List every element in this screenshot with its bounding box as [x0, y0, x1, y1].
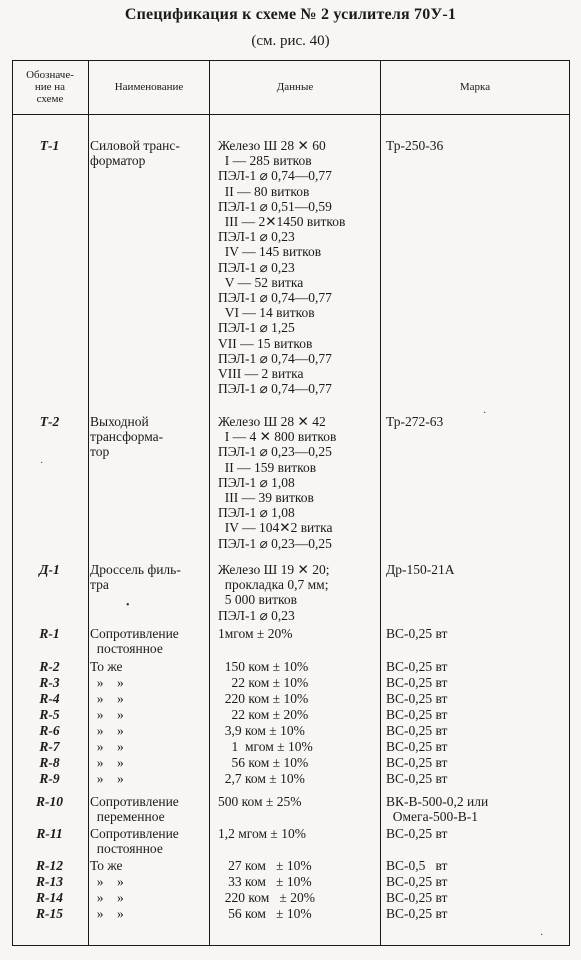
row-data: 1 мгом ± 10%	[218, 739, 313, 754]
header-designation	[12, 60, 88, 114]
scan-speck: ·	[40, 458, 44, 469]
row-designation: R-15	[36, 906, 63, 921]
row-designation: R-2	[39, 659, 60, 674]
row-name: Выходной трансформа- тор	[90, 414, 164, 460]
row-data: 1мгом ± 20%	[218, 626, 293, 641]
row-mark: ВС-0,25 вт	[386, 626, 448, 641]
row-data: 27 ком ± 10%	[218, 858, 312, 873]
row-name: » »	[90, 707, 124, 722]
col-border-1	[88, 60, 89, 945]
row-name: Сопротивление постоянное	[90, 626, 179, 657]
col-border-2	[209, 60, 210, 945]
spec-table	[12, 60, 570, 946]
row-mark: ВС-0,25 вт	[386, 707, 448, 722]
row-name: То же	[90, 858, 123, 873]
row-data: 500 ком ± 25%	[218, 794, 302, 809]
row-designation: Д-1	[39, 562, 60, 577]
row-data: 220 ком ± 10%	[218, 691, 309, 706]
row-designation: R-4	[39, 691, 60, 706]
row-name: Сопротивление постоянное	[90, 826, 179, 857]
row-name: То же	[90, 659, 123, 674]
row-designation: R-14	[36, 890, 63, 905]
row-designation: R-5	[39, 707, 60, 722]
row-data: 3,9 ком ± 10%	[218, 723, 305, 738]
row-designation: R-6	[39, 723, 60, 738]
row-data: Железо Ш 28 ✕ 60 I — 285 витков ПЭЛ-1 ⌀ 0,74—0,77 II — 80 витков ПЭЛ-1 ⌀ 0,51—0,59 III — 2✕1450 витков ПЭЛ-1 ⌀ 0,23 IV — 145 витков ПЭЛ-1 ⌀ 0,23 V — 52 витка ПЭЛ-1 ⌀ 0,74—0,77 VI — 14 витков ПЭЛ-1 ⌀ 1,25 VII — 15 витков ПЭЛ-1 ⌀ 0,74—0,77 VIII — 2 витка ПЭЛ-1 ⌀ 0,74—0,77	[218, 138, 346, 397]
row-mark: ВС-0,25 вт	[386, 890, 448, 905]
header-data	[210, 60, 380, 114]
row-data: Железо Ш 19 ✕ 20; прокладка 0,7 мм; 5 000 витков ПЭЛ-1 ⌀ 0,23	[218, 562, 330, 623]
row-mark: ВС-0,25 вт	[386, 691, 448, 706]
row-designation: R-10	[36, 794, 63, 809]
row-data: 2,7 ком ± 10%	[218, 771, 305, 786]
page-title: Спецификация к схеме № 2 усилителя 70У-1	[124, 6, 457, 23]
col-border-right	[569, 60, 570, 945]
row-name: » »	[90, 771, 124, 786]
row-name: Сопротивление переменное	[90, 794, 179, 825]
scan-speck: ·	[483, 408, 487, 419]
row-designation: R-13	[36, 874, 63, 889]
header-data-label: Данные	[276, 81, 314, 93]
scan-speck: ·	[540, 930, 544, 941]
row-mark: ВС-0,25 вт	[386, 755, 448, 770]
row-mark: Тр-250-36	[386, 138, 444, 153]
header-name-label: Наименование	[114, 81, 184, 93]
row-mark: ВС-0,25 вт	[386, 675, 448, 690]
row-name: » »	[90, 874, 124, 889]
row-designation: Т-2	[39, 414, 60, 429]
row-data: 1,2 мгом ± 10%	[218, 826, 306, 841]
row-mark: ВС-0,25 вт	[386, 739, 448, 754]
header-mark	[381, 60, 569, 114]
row-name: » »	[90, 739, 124, 754]
row-designation: R-9	[39, 771, 60, 786]
row-name: » »	[90, 755, 124, 770]
row-data: 56 ком ± 10%	[218, 755, 309, 770]
scan-speck: •	[126, 600, 130, 611]
row-name: » »	[90, 723, 124, 738]
row-name: » »	[90, 691, 124, 706]
row-mark: ВС-0,25 вт	[386, 874, 448, 889]
row-data: 33 ком ± 10%	[218, 874, 312, 889]
row-name: » »	[90, 890, 124, 905]
row-name: » »	[90, 906, 124, 921]
header-mark-label: Марка	[459, 81, 491, 93]
row-designation: R-7	[39, 739, 60, 754]
row-name: Дроссель филь- тра	[90, 562, 181, 593]
row-data: 22 ком ± 20%	[218, 707, 309, 722]
row-mark: ВС-0,25 вт	[386, 906, 448, 921]
row-mark: Др-150-21А	[386, 562, 455, 577]
row-data: 22 ком ± 10%	[218, 675, 309, 690]
row-name: Силовой транс- форматор	[90, 138, 180, 169]
row-data: 56 ком ± 10%	[218, 906, 312, 921]
header-designation-label: Обозначе- ние на схеме	[26, 69, 74, 105]
header-bottom-border	[12, 114, 570, 115]
header-name	[89, 60, 209, 114]
row-designation: R-3	[39, 675, 60, 690]
row-mark: ВС-0,25 вт	[386, 771, 448, 786]
row-name: » »	[90, 675, 124, 690]
row-mark: ВС-0,25 вт	[386, 723, 448, 738]
row-mark: ВК-В-500-0,2 или Омега-500-В-1	[386, 794, 489, 825]
col-border-3	[380, 60, 381, 945]
page-subtitle: (см. рис. 40)	[251, 33, 330, 49]
col-border-left	[12, 60, 13, 945]
row-designation: R-8	[39, 755, 60, 770]
row-designation: R-11	[36, 826, 63, 841]
row-data: 220 ком ± 20%	[218, 890, 315, 905]
row-data: 150 ком ± 10%	[218, 659, 309, 674]
row-mark: ВС-0,5 вт	[386, 858, 448, 873]
row-mark: ВС-0,25 вт	[386, 826, 448, 841]
row-mark: Тр-272-63	[386, 414, 444, 429]
row-designation: R-12	[36, 858, 63, 873]
row-data: Железо Ш 28 ✕ 42 I — 4 ✕ 800 витков ПЭЛ-1 ⌀ 0,23—0,25 II — 159 витков ПЭЛ-1 ⌀ 1,08 III — 39 витков ПЭЛ-1 ⌀ 1,08 IV — 104✕2 витка ПЭЛ-1 ⌀ 0,23—0,25	[218, 414, 337, 551]
row-designation: R-1	[39, 626, 60, 641]
row-designation: Т-1	[39, 138, 60, 153]
row-mark: ВС-0,25 вт	[386, 659, 448, 674]
